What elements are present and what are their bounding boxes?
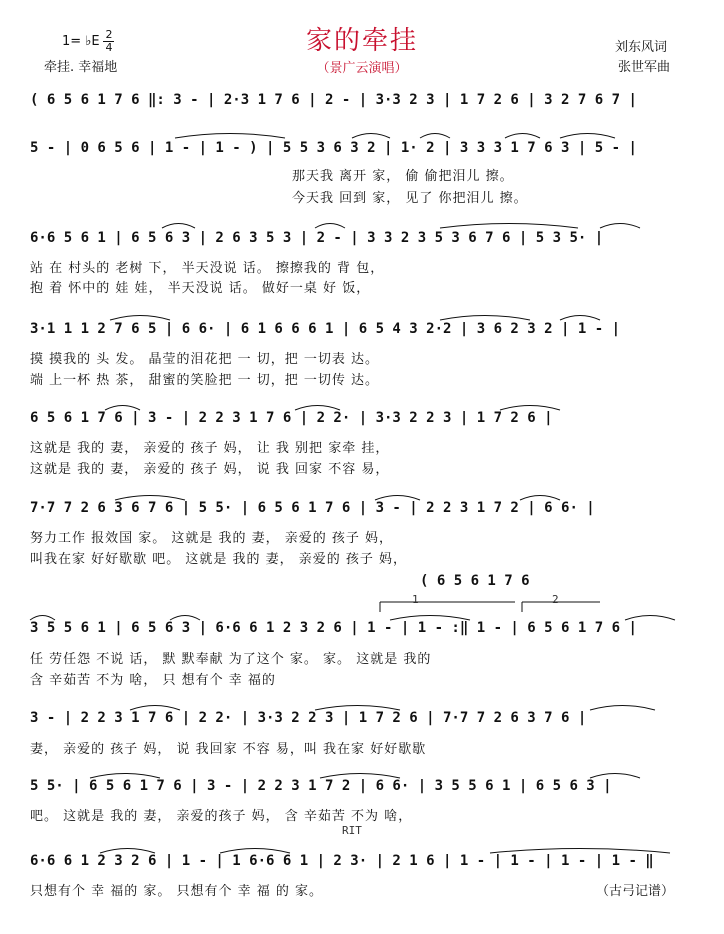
- lyric-row-3-verse-1: 站 在 村头的 老树 下， 半天没说 话。 擦擦我的 背 包，: [30, 261, 385, 276]
- lyricist-credit: 刘东风词: [615, 40, 668, 55]
- lyric-row-2-verse-1: 那天我 离开 家， 偷 偷把泪儿 擦。: [292, 169, 514, 184]
- lyric-row-4-verse-1: 摸 摸我的 头 发。 晶莹的泪花把 一 切，把 一切表 达。: [30, 352, 380, 367]
- notation-row-4: 3·1 1 1 2 7 6 5 | 6 6· | 6 1 6 6 6 1 | 6 5 4 3 2·2 | 3 6 2 3 2 | 1 - |: [30, 321, 621, 337]
- slur-12: [560, 316, 600, 321]
- slur-4: [505, 134, 540, 139]
- lyric-row-5-verse-2: 这就是 我的 妻， 亲爱的 孩子 妈， 说 我 回家 不容 易，: [30, 462, 390, 477]
- lyric-row-7-verse-1: 任 劳任怨 不说 话， 默 默奉献 为了这个 家。 家。 这就是 我的: [30, 652, 432, 667]
- notation-row-10: 6·6 6 1 2 3 2 6 | 1 - | 1 6·6 6 1 | 2 3· | 2 1 6 | 1 - | 1 - | 1 - | 1 - ‖: [30, 853, 654, 869]
- slur-3: [420, 134, 450, 139]
- notation-row-6: 7·7 7 2 6 3 6 7 6 | 5 5· | 6 5 6 1 7 6 | 3 - | 2 2 3 1 7 2 | 6 6· |: [30, 500, 595, 516]
- ritardando-marking: RIT: [342, 824, 362, 837]
- lyric-row-5-verse-1: 这就是 我的 妻， 亲爱的 孩子 妈， 让 我 别把 家牵 挂，: [30, 441, 390, 456]
- notation-row-9: 5 5· | 6 5 6 1 7 6 | 3 - | 2 2 3 1 7 2 | 6 6· | 3 5 5 6 1 | 6 5 6 3 |: [30, 778, 612, 794]
- composer-credit: 张世军曲: [618, 60, 671, 75]
- lyric-row-6-verse-1: 努力工作 报效国 家。 这就是 我的 妻， 亲爱的 孩子 妈，: [30, 531, 394, 546]
- slur-11: [440, 316, 530, 321]
- lyric-row-4-verse-2: 端 上一杯 热 茶， 甜蜜的笑脸把 一 切，把 一切传 达。: [30, 373, 380, 388]
- slur-2: [352, 134, 390, 139]
- volta-1-number: 1: [412, 593, 419, 606]
- lyric-row-3-verse-2: 抱 着 怀中的 娃 娃， 半天没说 话。 做好一桌 好 饭，: [30, 281, 371, 296]
- song-title: 家的牵挂: [305, 26, 418, 56]
- interlude-prefix: ( 6 5 6 1 7 6: [420, 573, 530, 589]
- time-signature-denominator: 4: [105, 41, 113, 54]
- notation-row-3: 6·6 5 6 1 | 6 5 6 3 | 2 6 3 5 3 | 2 - | 3 3 2 3 5 3 6 7 6 | 5 3 5· |: [30, 230, 604, 246]
- transcriber-credit: （古弓记谱）: [596, 884, 675, 899]
- slur-7: [315, 224, 345, 229]
- notation-row-8: 3 - | 2 2 3 1 7 6 | 2 2· | 3·3 2 2 3 | 1 7 2 6 | 7·7 7 2 6 3 7 6 |: [30, 710, 587, 726]
- lyric-row-10: 只想有个 幸 福的 家。 只想有个 幸 福 的 家。: [30, 884, 324, 899]
- lyric-row-7-verse-2: 含 辛茹苦 不为 啥， 只 想有个 幸 福的: [30, 673, 276, 688]
- notation-row-7: 3 5 5 6 1 | 6 5 6 3 | 6·6 6 1 2 3 2 6 | 1 - | 1 - :‖ 1 - | 6 5 6 1 7 6 |: [30, 620, 637, 636]
- time-signature-numerator: 2: [105, 28, 113, 41]
- expression-marking: 牵挂. 幸福地: [44, 60, 118, 75]
- notation-row-2: 5 - | 0 6 5 6 | 1 - | 1 - ) | 5 5 3 6 3 2 | 1· 2 | 3 3 3 1 7 6 3 | 5 - |: [30, 140, 637, 156]
- lyric-row-2-verse-2: 今天我 回到 家， 见了 你把泪儿 擦。: [292, 191, 528, 206]
- slur-5: [560, 134, 615, 139]
- slur-10: [110, 316, 170, 321]
- slur-1: [175, 134, 285, 139]
- notation-row-1: ( 6 5 6 1 7 6 ‖: 3 - | 2·3 1 7 6 | 2 - | 3·3 2 3 | 1 7 2 6 | 3 2 7 6 7 |: [30, 92, 637, 108]
- slur-8: [440, 224, 578, 229]
- lyric-row-9: 吧。 这就是 我的 妻， 亲爱的孩子 妈， 含 辛茹苦 不为 啥，: [30, 809, 413, 824]
- performer-credit: （景广云演唱）: [316, 61, 408, 76]
- slur-9: [600, 224, 640, 229]
- slur-25: [590, 706, 655, 711]
- slur-6: [162, 224, 195, 229]
- key-signature: 1= ♭E: [62, 34, 100, 49]
- volta-2-number: 2: [552, 593, 559, 606]
- lyric-row-8: 妻， 亲爱的 孩子 妈， 说 我回家 不容 易，叫 我在家 好好歇歇: [30, 742, 427, 757]
- lyric-row-6-verse-2: 叫我在家 好好歇歇 吧。 这就是 我的 妻， 亲爱的 孩子 妈，: [30, 552, 408, 567]
- notation-row-5: 6 5 6 1 7 6 | 3 - | 2 2 3 1 7 6 | 2 2· | 3·3 2 2 3 | 1 7 2 6 |: [30, 410, 553, 426]
